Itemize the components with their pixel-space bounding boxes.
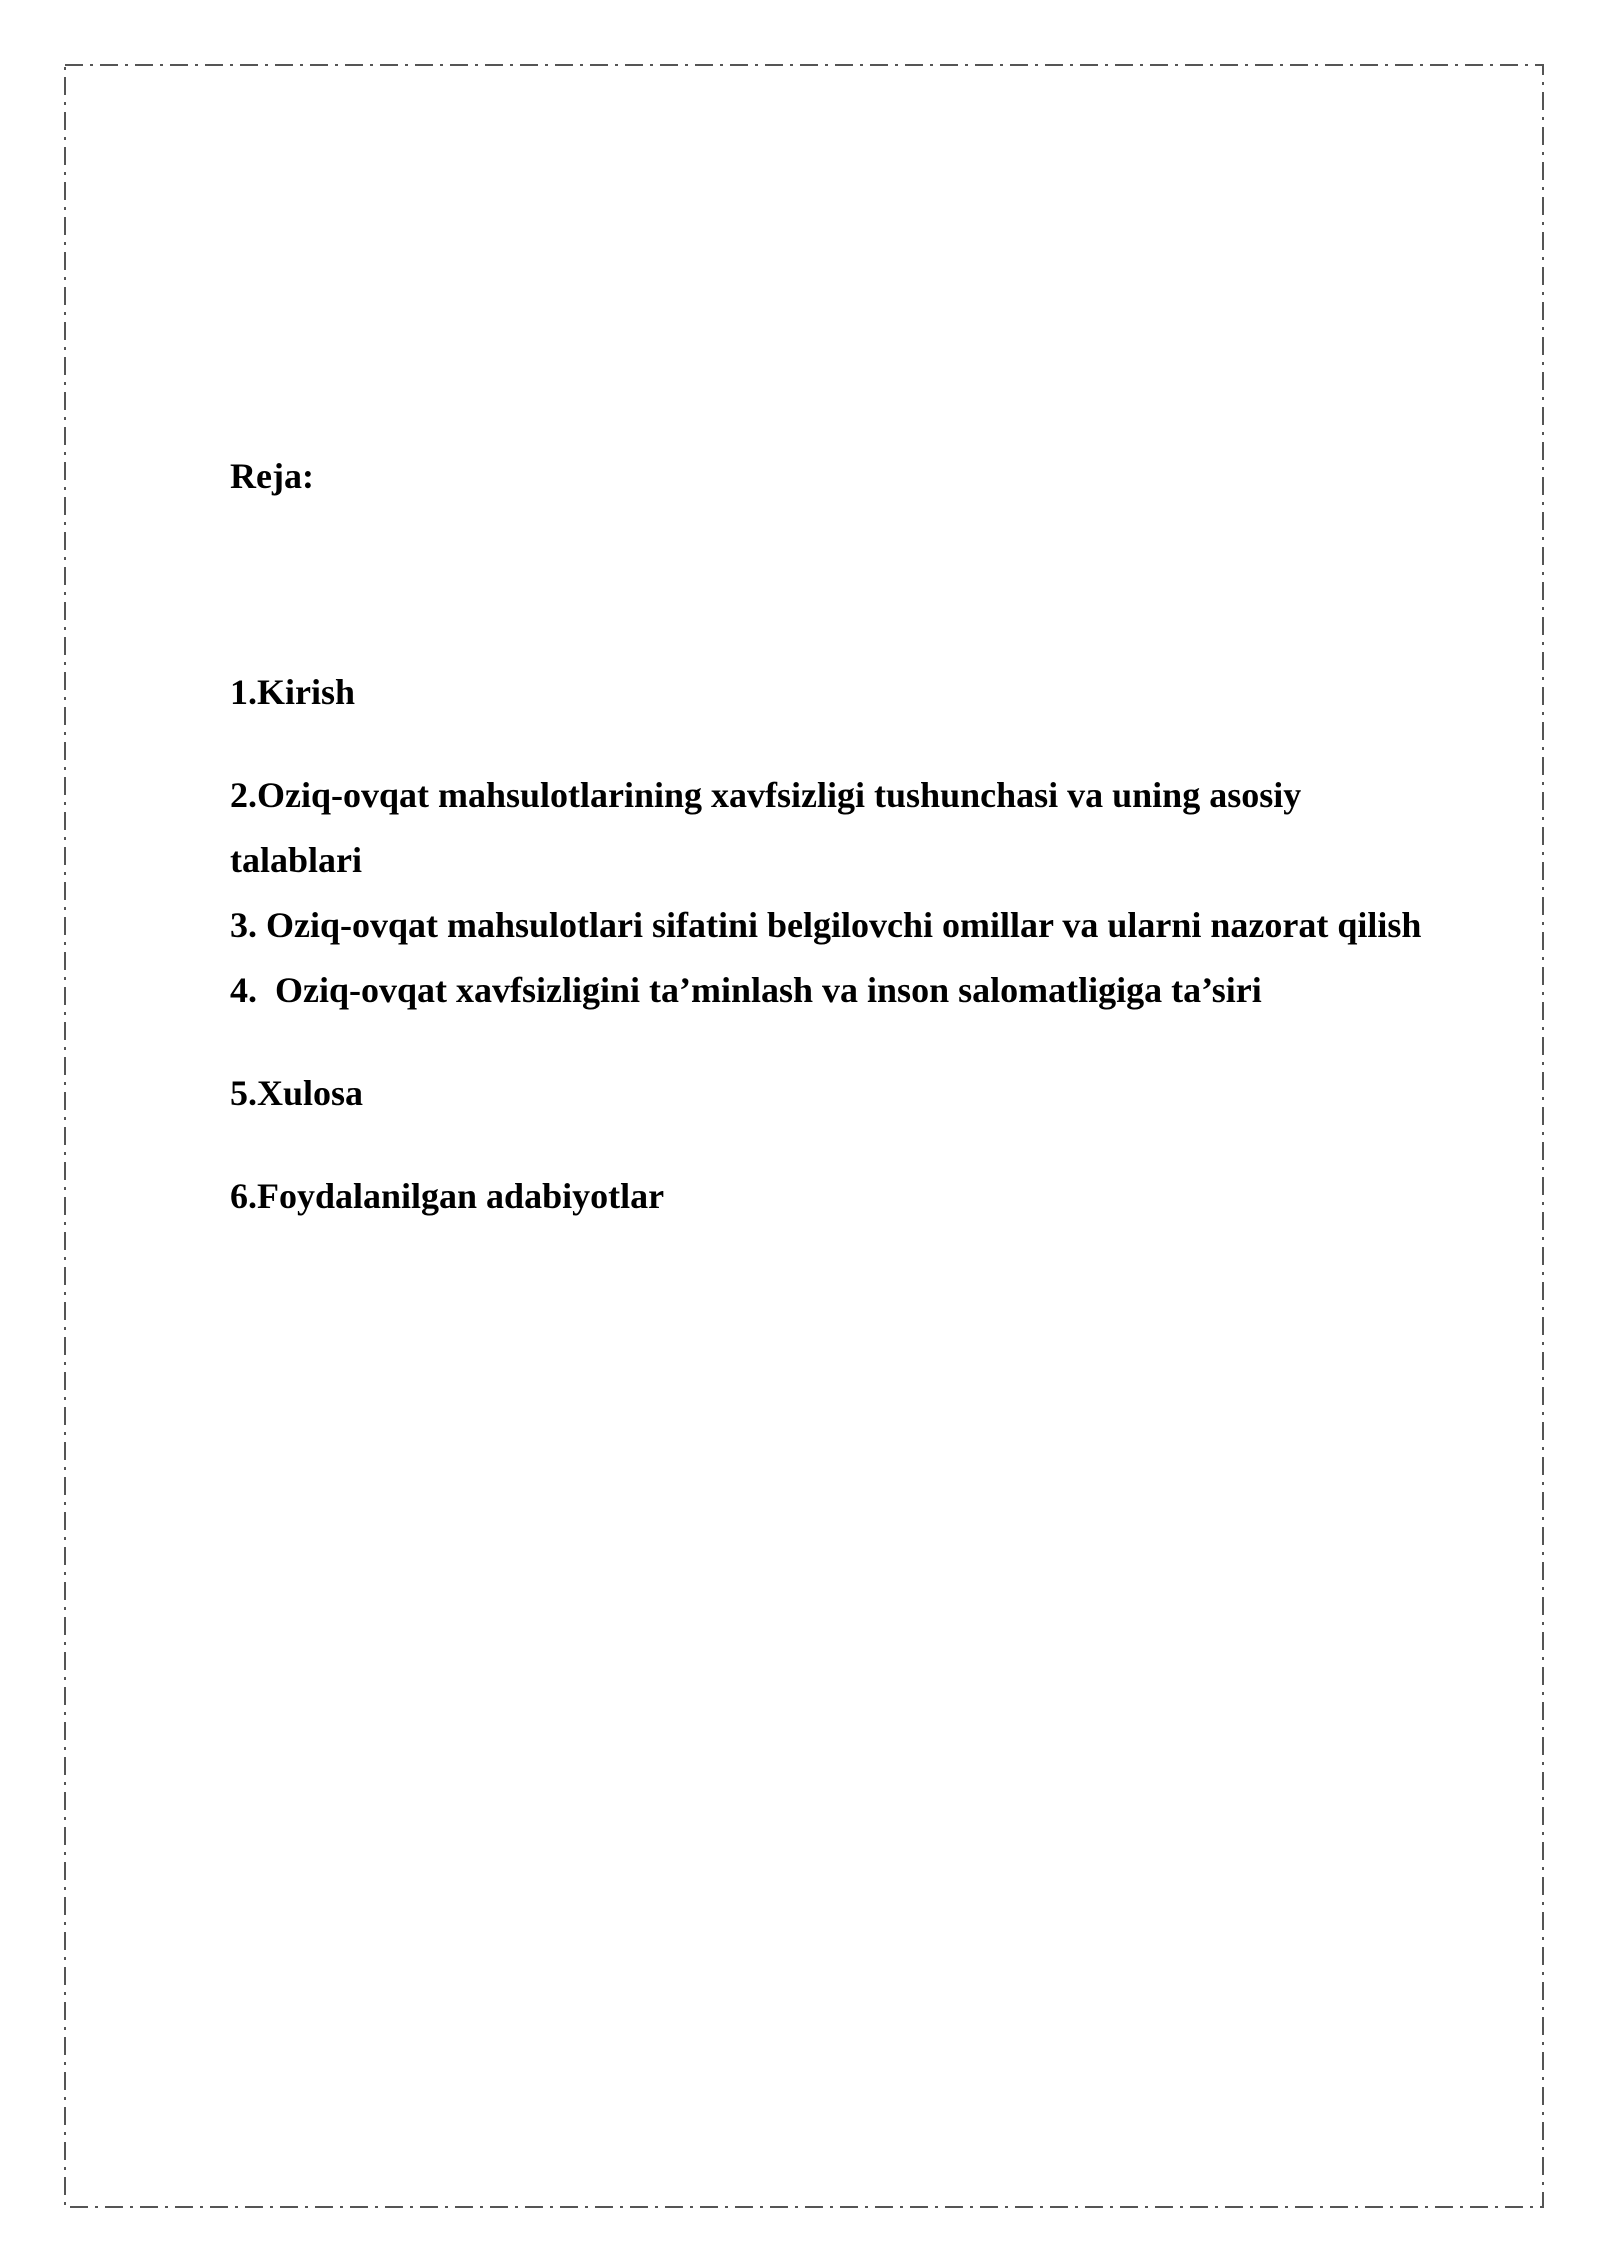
plan-item-2 xyxy=(230,763,1390,893)
plan-item-1 xyxy=(230,660,1530,725)
plan-item-4 xyxy=(230,958,1530,1023)
plan-heading: Reja: xyxy=(230,456,314,496)
plan-item-3 xyxy=(230,893,1530,958)
plan-item-number: 2. xyxy=(230,775,257,815)
plan-item-text: Oziq-ovqat xavfsizligini ta’minlash va inson salomatligiga ta’siri xyxy=(275,970,1262,1010)
plan-item-text: Kirish xyxy=(257,672,356,712)
dash-dot-frame xyxy=(64,64,1544,2208)
plan-item-number: 1. xyxy=(230,672,257,712)
plan-item-6 xyxy=(230,1164,1530,1229)
plan-item-number: 5. xyxy=(230,1073,257,1113)
page-border xyxy=(64,64,1544,2208)
plan-item-text: Oziq-ovqat mahsulotlari sifatini belgilovchi omillar va ularni nazorat qilish xyxy=(266,905,1422,945)
plan-item-5 xyxy=(230,1061,1530,1126)
plan-item-number: 4. xyxy=(230,970,275,1010)
plan-item-number: 3. xyxy=(230,905,266,945)
plan-item-number: 6. xyxy=(230,1176,257,1216)
plan-item-text: Xulosa xyxy=(257,1073,364,1113)
plan-item-text: Oziq-ovqat mahsulotlarining xavfsizligi tushunchasi va uning asosiy talablari xyxy=(230,775,1302,880)
plan-item-text: Foydalanilgan adabiyotlar xyxy=(257,1176,665,1216)
